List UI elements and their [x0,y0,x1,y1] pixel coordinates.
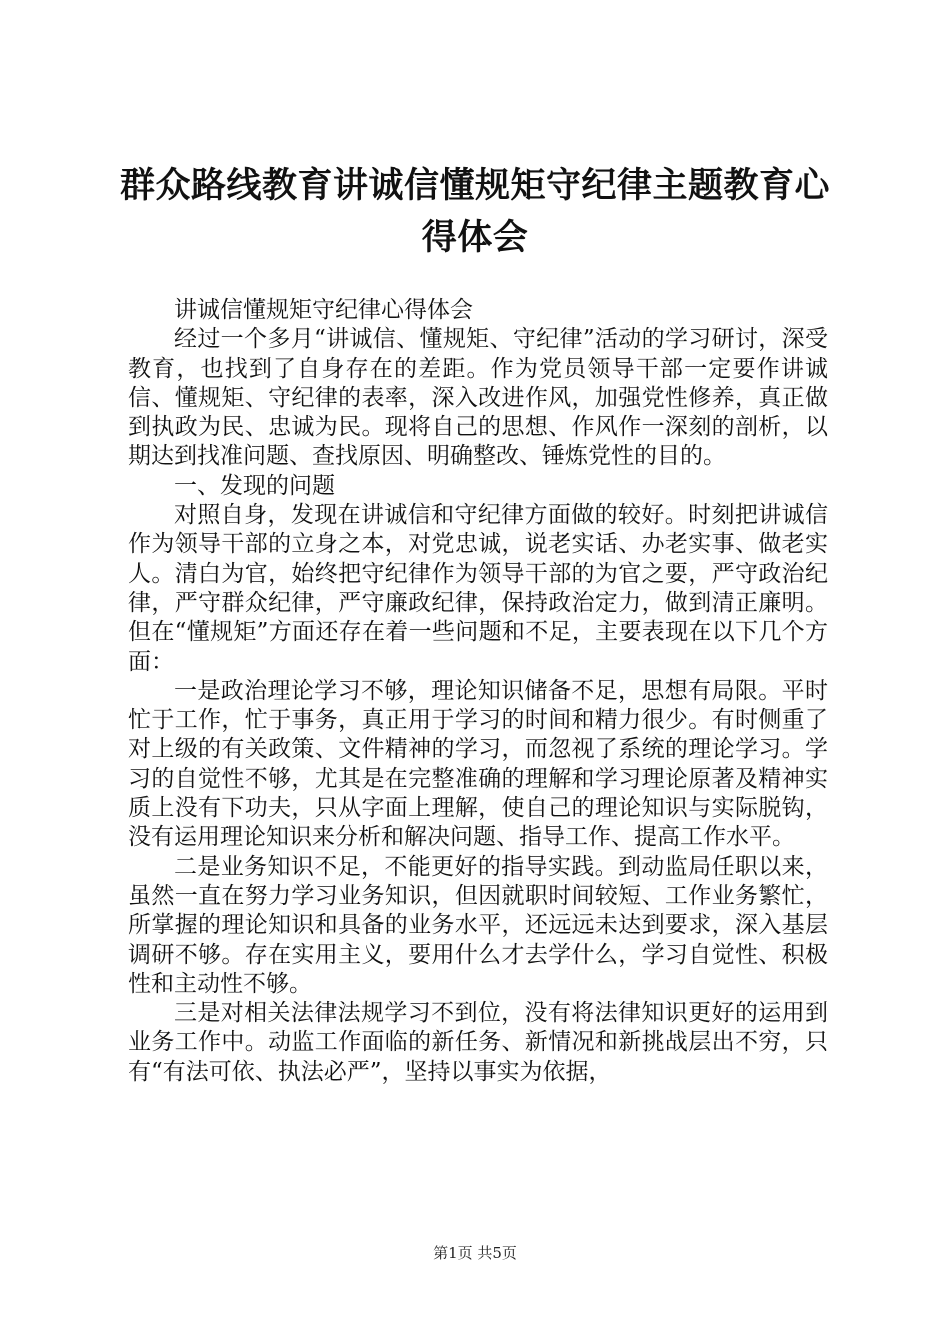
document-body [128,296,828,1087]
section-heading-problems: 一、发现的问题 [174,472,335,499]
paragraph-point-one: 一是政治理论学习不够，理论知识储备不足，思想有局限。平时忙于工作，忙于事务，真正用于学习的时间和精力很少。有时侧重了对上级的有关政策、文件精神的学习，而忽视了系统的理论学习。学习的自觉性不够，尤其是在完整准确的理解和学习理论原著及精神实质上没有下功夫，只从字面上理解，使自己的理论知识与实际脱钩，没有运用理论知识来分析和解决问题、指导工作、提高工作水平。 [128,677,828,851]
page-number-footer: 第1页 共5页 [433,1244,517,1262]
paragraph-point-two: 二是业务知识不足，不能更好的指导实践。到动监局任职以来，虽然一直在努力学习业务知识，但因就职时间较短、工作业务繁忙，所掌握的理论知识和具备的业务水平，还远远未达到要求，深入基层调研不够。存在实用主义，要用什么才去学什么，学习自觉性、积极性和主动性不够。 [128,853,828,997]
document-title: 群众路线教育讲诚信懂规矩守纪律主题教育心得体会 [119,166,830,258]
paragraph-intro: 经过一个多月“讲诚信、懂规矩、守纪律”活动的学习研讨，深受教育，也找到了自身存在的差距。作为党员领导干部一定要作讲诚信、懂规矩、守纪律的表率，深入改进作风，加强党性修养，真正做到执政为民、忠诚为民。现将自己的思想、作风作一深刻的剖析，以期达到找准问题、查找原因、明确整改、锤炼党性的目的。 [128,326,828,470]
paragraph-subtitle: 讲诚信懂规矩守纪律心得体会 [174,297,473,323]
paragraph-point-three: 三是对相关法律法规学习不到位，没有将法律知识更好的运用到业务工作中。动监工作面临的新任务、新情况和新挑战层出不穷，只有“有法可依、执法必严”，坚持以事实为依据， [128,1000,828,1085]
paragraph-self-review: 对照自身，发现在讲诚信和守纪律方面做的较好。时刻把讲诚信作为领导干部的立身之本，对党忠诚，说老实话、办老实事、做老实人。清白为官，始终把守纪律作为领导干部的为官之要，严守政治纪律，严守群众纪律，严守廉政纪律，保持政治定力，做到清正廉明。但在“懂规矩”方面还存在着一些问题和不足，主要表现在以下几个方面： [128,502,828,675]
